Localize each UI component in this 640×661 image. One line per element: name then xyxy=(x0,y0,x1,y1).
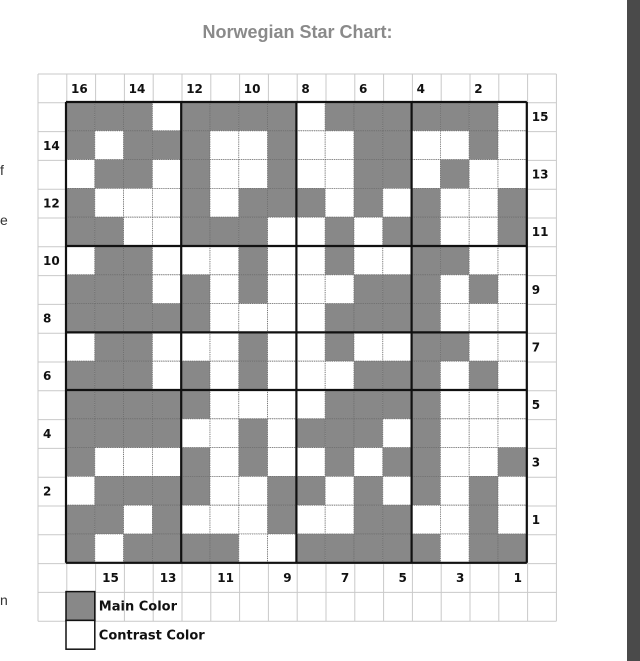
stitch-main xyxy=(124,534,153,563)
stitch-contrast xyxy=(440,275,469,304)
stitch-main xyxy=(95,246,124,275)
stitch-main xyxy=(412,419,441,448)
stitch-contrast xyxy=(325,275,354,304)
stitch-main xyxy=(354,188,383,217)
stitch-main xyxy=(124,131,153,160)
stitch-contrast xyxy=(95,131,124,160)
stitch-main xyxy=(440,160,469,189)
stitch-main xyxy=(239,332,268,361)
stitch-main xyxy=(383,390,412,419)
stitch-main xyxy=(66,102,95,131)
stitch-contrast xyxy=(152,361,181,390)
stitch-contrast xyxy=(440,390,469,419)
stitch-main xyxy=(325,102,354,131)
stitch-contrast xyxy=(296,332,325,361)
stitch-contrast xyxy=(124,448,153,477)
stitch-contrast xyxy=(469,419,498,448)
stitch-contrast xyxy=(268,304,297,333)
stitch-main xyxy=(152,476,181,505)
stitch-contrast xyxy=(296,217,325,246)
stitch-main xyxy=(383,131,412,160)
stitch-contrast xyxy=(440,505,469,534)
stitch-contrast xyxy=(124,505,153,534)
stitch-contrast xyxy=(268,361,297,390)
stitch-main xyxy=(268,131,297,160)
right-row-label: 1 xyxy=(531,513,541,528)
stitch-main xyxy=(95,476,124,505)
top-column-label: 2 xyxy=(474,82,483,96)
left-edge-text-fragment: f xyxy=(0,162,4,178)
stitch-contrast xyxy=(268,448,297,477)
stitch-main xyxy=(268,505,297,534)
stitch-main xyxy=(66,448,95,477)
right-row-label: 9 xyxy=(531,282,541,297)
top-column-label: 8 xyxy=(301,82,310,96)
stitch-contrast xyxy=(498,102,527,131)
stitch-main xyxy=(181,217,210,246)
stitch-main xyxy=(152,505,181,534)
stitch-contrast xyxy=(152,102,181,131)
stitch-main xyxy=(383,534,412,563)
stitch-main xyxy=(66,361,95,390)
stitch-main xyxy=(412,534,441,563)
stitch-contrast xyxy=(412,131,441,160)
stitch-main xyxy=(412,332,441,361)
stitch-main xyxy=(296,534,325,563)
stitch-contrast xyxy=(210,160,239,189)
stitch-contrast xyxy=(124,188,153,217)
stitch-main xyxy=(412,476,441,505)
stitch-main xyxy=(66,419,95,448)
stitch-main xyxy=(124,361,153,390)
stitch-main xyxy=(124,332,153,361)
stitch-contrast xyxy=(383,246,412,275)
stitch-contrast xyxy=(440,448,469,477)
stitch-main xyxy=(354,361,383,390)
stitch-contrast xyxy=(210,390,239,419)
left-row-label: 10 xyxy=(43,254,60,268)
stitch-contrast xyxy=(152,188,181,217)
stitch-contrast xyxy=(296,505,325,534)
stitch-main xyxy=(383,304,412,333)
stitch-main xyxy=(95,304,124,333)
stitch-contrast xyxy=(498,275,527,304)
stitch-main xyxy=(268,476,297,505)
stitch-main xyxy=(181,304,210,333)
stitch-main xyxy=(95,332,124,361)
right-row-label: 15 xyxy=(531,110,549,124)
stitch-main xyxy=(124,160,153,189)
stitch-contrast xyxy=(469,390,498,419)
stitch-main xyxy=(440,246,469,275)
stitch-contrast xyxy=(354,332,383,361)
stitch-contrast xyxy=(325,361,354,390)
stitch-contrast xyxy=(469,160,498,189)
stitch-main xyxy=(239,361,268,390)
stitch-main xyxy=(268,102,297,131)
stitch-main xyxy=(66,505,95,534)
stitch-contrast xyxy=(124,217,153,246)
left-row-label: 2 xyxy=(43,484,52,499)
stitch-main xyxy=(152,419,181,448)
stitch-contrast xyxy=(239,390,268,419)
stitch-main xyxy=(412,188,441,217)
stitch-main xyxy=(354,102,383,131)
stitch-contrast xyxy=(296,102,325,131)
stitch-contrast xyxy=(268,246,297,275)
stitch-contrast xyxy=(296,160,325,189)
stitch-contrast xyxy=(181,505,210,534)
stitch-main xyxy=(95,419,124,448)
stitch-main xyxy=(383,361,412,390)
stitch-main xyxy=(383,102,412,131)
bottom-column-label: 11 xyxy=(217,570,234,585)
legend xyxy=(66,592,205,650)
bottom-column-label: 9 xyxy=(283,570,292,585)
stitch-main xyxy=(210,102,239,131)
stitch-main xyxy=(239,188,268,217)
stitch-main xyxy=(124,419,153,448)
stitch-contrast xyxy=(210,332,239,361)
stitch-main xyxy=(66,275,95,304)
stitch-contrast xyxy=(440,131,469,160)
stitch-contrast xyxy=(210,419,239,448)
stitch-main xyxy=(354,476,383,505)
top-column-label: 4 xyxy=(416,82,425,96)
stitch-main xyxy=(412,275,441,304)
stitch-main xyxy=(95,275,124,304)
stitch-contrast xyxy=(66,332,95,361)
stitch-main xyxy=(239,102,268,131)
stitch-contrast xyxy=(498,131,527,160)
stitch-main xyxy=(498,217,527,246)
stitch-contrast xyxy=(296,390,325,419)
stitch-contrast xyxy=(296,361,325,390)
legend-contrast-swatch xyxy=(66,620,95,649)
left-edge-text-fragment: n xyxy=(0,592,8,608)
stitch-main xyxy=(469,275,498,304)
stitch-main xyxy=(66,188,95,217)
stitch-contrast xyxy=(412,505,441,534)
stitch-contrast xyxy=(412,160,441,189)
stitch-contrast xyxy=(383,419,412,448)
stitch-contrast xyxy=(152,448,181,477)
stitch-main xyxy=(181,102,210,131)
stitch-main xyxy=(412,361,441,390)
stitch-main xyxy=(181,448,210,477)
stitch-contrast xyxy=(210,361,239,390)
stitch-main xyxy=(181,131,210,160)
stitch-main xyxy=(181,275,210,304)
stitch-contrast xyxy=(440,217,469,246)
stitch-main xyxy=(268,188,297,217)
stitch-main xyxy=(95,160,124,189)
stitch-main xyxy=(124,304,153,333)
stitch-main xyxy=(181,476,210,505)
stitch-contrast xyxy=(440,419,469,448)
stitch-main xyxy=(412,304,441,333)
stitch-main xyxy=(469,505,498,534)
stitch-main xyxy=(469,361,498,390)
stitch-contrast xyxy=(440,476,469,505)
top-column-label: 14 xyxy=(128,82,146,96)
stitch-contrast xyxy=(325,476,354,505)
stitch-main xyxy=(296,419,325,448)
stitch-main xyxy=(268,160,297,189)
stitch-main xyxy=(412,390,441,419)
stitch-contrast xyxy=(152,332,181,361)
stitch-contrast xyxy=(239,131,268,160)
stitch-contrast xyxy=(469,188,498,217)
stitch-main xyxy=(66,390,95,419)
stitch-contrast xyxy=(498,390,527,419)
right-row-label: 7 xyxy=(531,340,541,355)
stitch-contrast xyxy=(181,419,210,448)
stitch-main xyxy=(124,390,153,419)
stitch-main xyxy=(325,419,354,448)
right-row-label: 3 xyxy=(531,455,541,470)
stitch-contrast xyxy=(296,131,325,160)
stitch-contrast xyxy=(181,246,210,275)
stitch-main xyxy=(440,332,469,361)
stitch-main xyxy=(469,102,498,131)
stitch-contrast xyxy=(383,332,412,361)
stitch-contrast xyxy=(498,304,527,333)
stitch-main xyxy=(152,131,181,160)
stitch-main xyxy=(152,534,181,563)
stitch-main xyxy=(296,188,325,217)
stitch-contrast xyxy=(239,160,268,189)
stitch-main xyxy=(354,534,383,563)
stitch-main xyxy=(66,217,95,246)
stitch-main xyxy=(239,275,268,304)
stitch-main xyxy=(95,102,124,131)
stitch-main xyxy=(124,476,153,505)
stitch-main xyxy=(498,188,527,217)
stitch-contrast xyxy=(325,131,354,160)
right-row-label: 5 xyxy=(531,398,541,412)
stitch-contrast xyxy=(66,160,95,189)
stitch-main xyxy=(325,448,354,477)
stitch-main xyxy=(181,390,210,419)
stitch-contrast xyxy=(268,217,297,246)
stitch-contrast xyxy=(239,505,268,534)
stitch-main xyxy=(354,131,383,160)
stitch-main xyxy=(469,131,498,160)
right-row-label: 13 xyxy=(531,167,549,182)
stitch-main xyxy=(469,534,498,563)
stitch-contrast xyxy=(325,160,354,189)
left-row-label: 12 xyxy=(43,196,60,211)
stitch-contrast xyxy=(210,476,239,505)
stitch-main xyxy=(498,534,527,563)
stitch-main xyxy=(440,102,469,131)
stitch-contrast xyxy=(296,448,325,477)
stitch-main xyxy=(325,332,354,361)
stitch-contrast xyxy=(268,332,297,361)
stitch-contrast xyxy=(498,160,527,189)
stitch-main xyxy=(210,217,239,246)
left-row-label: 4 xyxy=(43,426,52,441)
stitch-contrast xyxy=(268,390,297,419)
stitch-main xyxy=(354,275,383,304)
stitch-main xyxy=(354,304,383,333)
stitch-main xyxy=(325,390,354,419)
stitch-main xyxy=(66,131,95,160)
right-row-label: 11 xyxy=(531,225,549,240)
stitch-main xyxy=(66,304,95,333)
stitch-contrast xyxy=(95,448,124,477)
stitch-main xyxy=(152,304,181,333)
stitch-contrast xyxy=(325,188,354,217)
stitch-contrast xyxy=(181,332,210,361)
top-column-label: 6 xyxy=(359,82,368,96)
stitch-contrast xyxy=(354,448,383,477)
stitch-contrast xyxy=(239,304,268,333)
stitch-main xyxy=(383,505,412,534)
stitch-contrast xyxy=(498,246,527,275)
stitch-contrast xyxy=(210,448,239,477)
stitch-contrast xyxy=(469,217,498,246)
stitch-contrast xyxy=(354,217,383,246)
stitch-main xyxy=(325,304,354,333)
bottom-column-label: 7 xyxy=(340,570,350,585)
stitch-main xyxy=(239,419,268,448)
stitch-main xyxy=(296,476,325,505)
stitch-main xyxy=(124,102,153,131)
legend-contrast-label: Contrast Color xyxy=(98,628,205,644)
stitch-contrast xyxy=(268,419,297,448)
stitch-main xyxy=(383,217,412,246)
stitch-contrast xyxy=(354,246,383,275)
top-column-label: 12 xyxy=(186,82,203,96)
stitch-contrast xyxy=(268,534,297,563)
stitch-contrast xyxy=(210,246,239,275)
stitch-contrast xyxy=(95,534,124,563)
bottom-column-label: 5 xyxy=(398,570,407,585)
stitch-contrast xyxy=(95,188,124,217)
stitch-contrast xyxy=(498,476,527,505)
stitch-contrast xyxy=(268,275,297,304)
stitch-main xyxy=(95,361,124,390)
stitch-contrast xyxy=(210,275,239,304)
stitch-contrast xyxy=(210,304,239,333)
stitch-main xyxy=(124,275,153,304)
stitch-contrast xyxy=(66,476,95,505)
stitch-main xyxy=(181,160,210,189)
stitch-main xyxy=(412,217,441,246)
left-row-label: 14 xyxy=(43,138,60,153)
stitch-main xyxy=(239,448,268,477)
stitch-contrast xyxy=(498,332,527,361)
stitch-contrast xyxy=(296,246,325,275)
stitch-main xyxy=(354,390,383,419)
stitch-main xyxy=(383,448,412,477)
stitch-contrast xyxy=(296,304,325,333)
stitch-contrast xyxy=(440,304,469,333)
stitch-main xyxy=(181,534,210,563)
stitch-main xyxy=(354,160,383,189)
stitch-main xyxy=(210,534,239,563)
stitch-main xyxy=(412,246,441,275)
stitch-main xyxy=(239,246,268,275)
stitch-main xyxy=(124,246,153,275)
stitch-contrast xyxy=(498,419,527,448)
stitch-main xyxy=(95,217,124,246)
bottom-column-label: 3 xyxy=(456,570,465,585)
stitch-contrast xyxy=(210,131,239,160)
stitch-contrast xyxy=(152,275,181,304)
stitch-main xyxy=(412,448,441,477)
bottom-column-label: 15 xyxy=(102,570,119,585)
stitch-main xyxy=(239,217,268,246)
stitch-main xyxy=(181,188,210,217)
left-row-label: 8 xyxy=(43,311,52,326)
stitch-main xyxy=(354,505,383,534)
stitch-contrast xyxy=(440,361,469,390)
stitch-contrast xyxy=(210,188,239,217)
stitch-contrast xyxy=(469,332,498,361)
window-edge-bar xyxy=(627,0,640,661)
stitch-contrast xyxy=(152,246,181,275)
stitch-contrast xyxy=(440,188,469,217)
legend-main-label: Main Color xyxy=(98,599,178,615)
bottom-column-label: 13 xyxy=(159,570,177,585)
stitch-main xyxy=(181,361,210,390)
stitch-main xyxy=(95,505,124,534)
stitch-contrast xyxy=(440,534,469,563)
stitch-contrast xyxy=(66,246,95,275)
stitch-contrast xyxy=(152,217,181,246)
stitch-main xyxy=(325,534,354,563)
stitch-contrast xyxy=(383,188,412,217)
stitch-contrast xyxy=(469,246,498,275)
stitch-main xyxy=(354,419,383,448)
stitch-contrast xyxy=(239,534,268,563)
stitch-main xyxy=(498,448,527,477)
stitch-main xyxy=(469,476,498,505)
stitch-contrast xyxy=(469,304,498,333)
chart-title: Norwegian Star Chart: xyxy=(202,22,393,42)
stitch-main xyxy=(152,390,181,419)
stitch-contrast xyxy=(152,160,181,189)
bottom-column-label: 1 xyxy=(513,570,522,585)
stitch-main xyxy=(325,246,354,275)
stitch-contrast xyxy=(210,505,239,534)
left-edge-text-fragment: e xyxy=(0,212,8,228)
top-column-label: 10 xyxy=(243,82,261,96)
stitch-main xyxy=(383,275,412,304)
top-column-label: 16 xyxy=(71,82,88,96)
stitch-main xyxy=(95,390,124,419)
stitch-contrast xyxy=(498,505,527,534)
stitch-contrast xyxy=(325,505,354,534)
legend-main-swatch xyxy=(66,592,95,621)
stitch-contrast xyxy=(383,476,412,505)
stitch-contrast xyxy=(469,448,498,477)
left-row-label: 6 xyxy=(43,369,52,384)
stitch-contrast xyxy=(498,361,527,390)
stitch-main xyxy=(383,160,412,189)
stitch-contrast xyxy=(296,275,325,304)
stitch-main xyxy=(66,534,95,563)
stitch-contrast xyxy=(239,476,268,505)
stitch-main xyxy=(412,102,441,131)
stitch-main xyxy=(325,217,354,246)
